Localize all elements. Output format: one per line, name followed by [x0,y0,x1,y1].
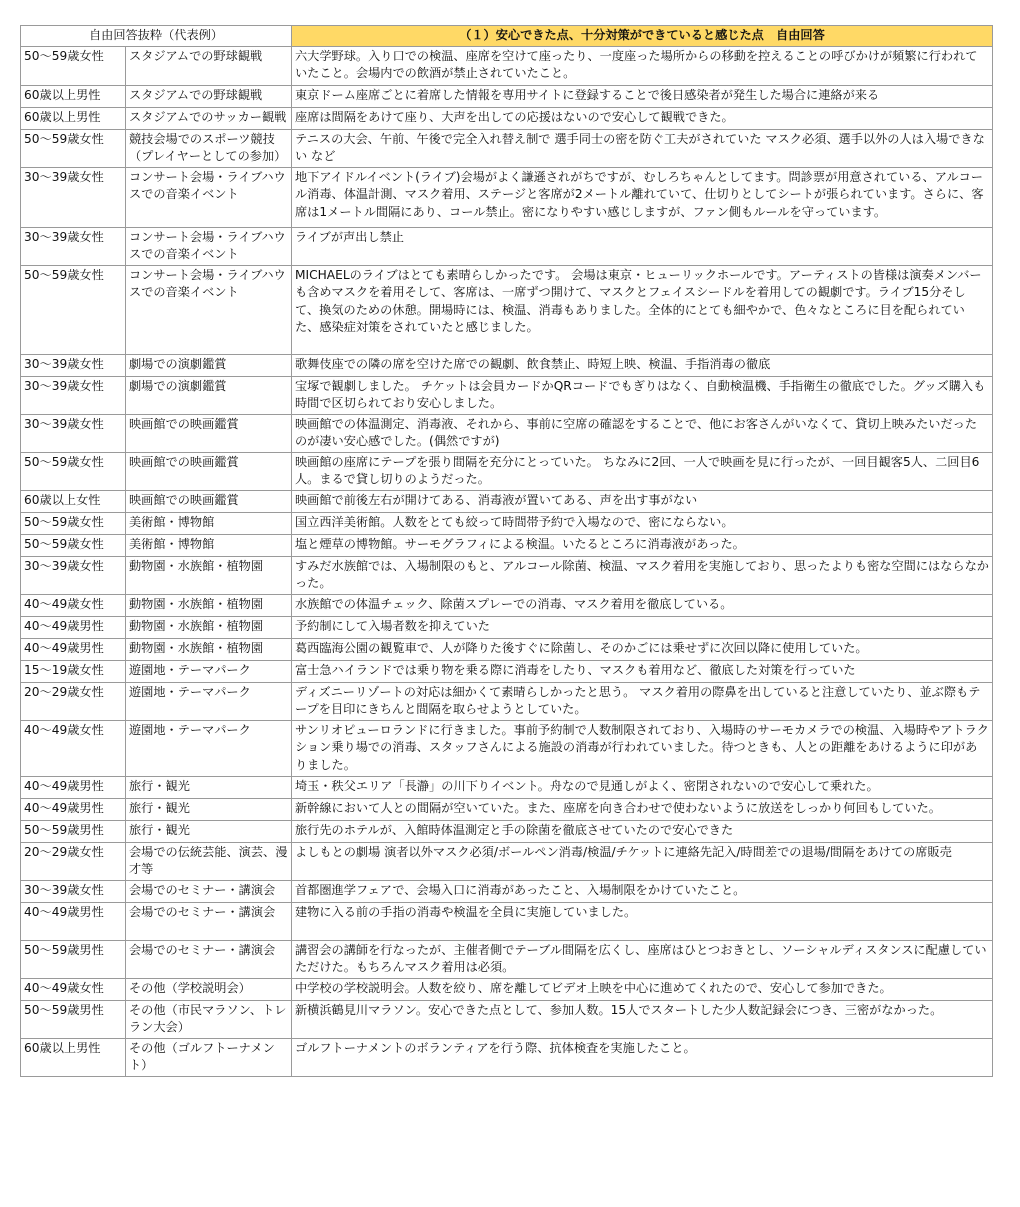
answer-cell: よしもとの劇場 演者以外マスク必須/ボールペン消毒/検温/チケットに連絡先記入/時間差での退場/間隔をあけての席販売 [292,842,993,880]
answer-cell: 地下アイドルイベント(ライブ)会場がよく謙遜されがちですが、むしろちゃんとしてます。問診票が用意されている、アルコール消毒、体温計測、マスク着用、ステージと客席が2メートル離れていて、仕切りとしてシートが張られています。さらに、客席は1メートル間隔にあり、コール禁止。密になりやすい感じしますが、ファン側もルールを守っています。 [292,167,993,227]
category-cell: 遊園地・テーマパーク [126,660,292,682]
answer-cell: 塩と煙草の博物館。サーモグラフィによる検温。いたるところに消毒液があった。 [292,534,993,556]
group-cell: 50～59歳女性 [21,46,126,85]
answer-cell: 首都圏進学フェアで、会場入口に消毒があったこと、入場制限をかけていたこと。 [292,880,993,902]
group-cell: 60歳以上女性 [21,490,126,512]
table-row [21,820,993,842]
answer-cell: 予約制にして入場者数を抑えていた [292,616,993,638]
category-cell: 美術館・博物館 [126,534,292,556]
group-cell: 50～59歳女性 [21,452,126,490]
table-row [21,720,993,776]
table-row [21,512,993,534]
group-cell: 40～49歳男性 [21,638,126,660]
table-row [21,616,993,638]
category-cell: スタジアムでの野球観戦 [126,46,292,85]
header-right: （１）安心できた点、十分対策ができていると感じた点 自由回答 [292,26,993,47]
group-cell: 40～49歳男性 [21,776,126,798]
table-row [21,1038,993,1076]
group-cell: 50～59歳女性 [21,512,126,534]
table-row [21,46,993,85]
group-cell: 60歳以上男性 [21,85,126,107]
table-row [21,880,993,902]
header-row [21,26,993,47]
category-cell: コンサート会場・ライブハウスでの音楽イベント [126,227,292,265]
category-cell: コンサート会場・ライブハウスでの音楽イベント [126,167,292,227]
category-cell: スタジアムでのサッカー観戦 [126,107,292,129]
answer-cell: テニスの大会、午前、午後で完全入れ替え制で 選手同士の密を防ぐ工夫がされていた マスク必須、選手以外の人は入場できない など [292,129,993,167]
table-row [21,490,993,512]
table-row [21,776,993,798]
category-cell: 競技会場でのスポーツ競技（プレイヤーとしての参加） [126,129,292,167]
answer-cell: 埼玉・秩父エリア「長瀞」の川下りイベント。舟なので見通しがよく、密閉されないので安心して乗れた。 [292,776,993,798]
group-cell: 40～49歳男性 [21,798,126,820]
group-cell: 40～49歳男性 [21,902,126,940]
table-row [21,452,993,490]
group-cell: 30～39歳女性 [21,167,126,227]
answer-cell: 新幹線において人との間隔が空いていた。また、座席を向き合わせで使わないように放送をしっかり何回もしていた。 [292,798,993,820]
answer-cell: 中学校の学校説明会。人数を絞り、席を離してビデオ上映を中心に進めてくれたので、安心して参加できた。 [292,978,993,1000]
answer-cell: 建物に入る前の手指の消毒や検温を全員に実施していました。 [292,902,993,940]
group-cell: 30～39歳女性 [21,376,126,414]
group-cell: 40～49歳女性 [21,978,126,1000]
category-cell: コンサート会場・ライブハウスでの音楽イベント [126,265,292,354]
group-cell: 50～59歳男性 [21,1000,126,1038]
group-cell: 50～59歳女性 [21,265,126,354]
group-cell: 60歳以上男性 [21,107,126,129]
answer-cell: 六大学野球。入り口での検温、座席を空けて座ったり、一度座った場所からの移動を控えることの呼びかけが頻繁に行われていたこと。会場内での飲酒が禁止されていたこと。 [292,46,993,85]
answer-cell: 歌舞伎座での隣の席を空けた席での観劇、飲食禁止、時短上映、検温、手指消毒の徹底 [292,354,993,376]
group-cell: 30～39歳女性 [21,880,126,902]
category-cell: 映画館での映画鑑賞 [126,452,292,490]
table-row [21,354,993,376]
category-cell: 動物園・水族館・植物園 [126,616,292,638]
table-row [21,638,993,660]
category-cell: 旅行・観光 [126,820,292,842]
category-cell: 遊園地・テーマパーク [126,720,292,776]
answer-cell: 葛西臨海公園の観覧車で、人が降りた後すぐに除菌し、そのかごには乗せずに次回以降に使用していた。 [292,638,993,660]
category-cell: 映画館での映画鑑賞 [126,490,292,512]
table-row [21,556,993,594]
table-row [21,167,993,227]
table-row [21,376,993,414]
group-cell: 20～29歳女性 [21,682,126,720]
category-cell: 旅行・観光 [126,798,292,820]
table-row [21,414,993,452]
table-body [21,46,993,1076]
survey-table [20,25,993,1077]
answer-cell: すみだ水族館では、入場制限のもと、アルコール除菌、検温、マスク着用を実施しており、思ったよりも密な空間にはならなかった。 [292,556,993,594]
category-cell: 会場での伝統芸能、演芸、漫才等 [126,842,292,880]
header-left: 自由回答抜粋（代表例） [21,26,292,47]
category-cell: 遊園地・テーマパーク [126,682,292,720]
answer-cell: 映画館での体温測定、消毒液、それから、事前に空席の確認をすることで、他にお客さんがいなくて、貸切上映みたいだったのが凄い安心感でした。(偶然ですが) [292,414,993,452]
table-row [21,594,993,616]
group-cell: 30～39歳女性 [21,414,126,452]
category-cell: 会場でのセミナー・講演会 [126,902,292,940]
table-row [21,940,993,978]
group-cell: 40～49歳女性 [21,720,126,776]
category-cell: 劇場での演劇鑑賞 [126,376,292,414]
category-cell: その他（学校説明会） [126,978,292,1000]
table-row [21,682,993,720]
table-row [21,129,993,167]
table-row [21,978,993,1000]
table-row [21,107,993,129]
group-cell: 50～59歳男性 [21,820,126,842]
answer-cell: 水族館での体温チェック、除菌スプレーでの消毒、マスク着用を徹底している。 [292,594,993,616]
category-cell: 動物園・水族館・植物園 [126,594,292,616]
category-cell: 映画館での映画鑑賞 [126,414,292,452]
group-cell: 50～59歳女性 [21,534,126,556]
category-cell: 会場でのセミナー・講演会 [126,880,292,902]
category-cell: 旅行・観光 [126,776,292,798]
group-cell: 60歳以上男性 [21,1038,126,1076]
answer-cell: 東京ドーム座席ごとに着席した情報を専用サイトに登録することで後日感染者が発生した場合に連絡が来る [292,85,993,107]
category-cell: その他（市民マラソン、トレラン大会） [126,1000,292,1038]
category-cell: 動物園・水族館・植物園 [126,556,292,594]
table-row [21,902,993,940]
group-cell: 50～59歳女性 [21,129,126,167]
category-cell: 動物園・水族館・植物園 [126,638,292,660]
answer-cell: 座席は間隔をあけて座り、大声を出しての応援はないので安心して観戦できた。 [292,107,993,129]
group-cell: 30～39歳女性 [21,556,126,594]
table-row [21,534,993,556]
table-row [21,660,993,682]
answer-cell: 新横浜鶴見川マラソン。安心できた点として、参加人数。15人でスタートした少人数記録会につき、三密がなかった。 [292,1000,993,1038]
answer-cell: ゴルフトーナメントのボランティアを行う際、抗体検査を実施したこと。 [292,1038,993,1076]
group-cell: 20～29歳女性 [21,842,126,880]
table-row [21,798,993,820]
answer-cell: 富士急ハイランドでは乗り物を乗る際に消毒をしたり、マスクも着用など、徹底した対策を行っていた [292,660,993,682]
group-cell: 40～49歳女性 [21,594,126,616]
answer-cell: MICHAELのライブはとても素晴らしかったです。 会場は東京・ヒューリックホールです。アーティストの皆様は演奏メンバーも含めマスクを着用そして、客席は、一席ずつ開けて、マスクとフェイスシードルを着用しての観劇です。ライブ15分そして、換気のための休憩。開場時には、検温、消毒もありました。全体的にとても細やかで、色々なところに目を配られていた、感染症対策をされていたと感じました。 [292,265,993,354]
answer-cell: 映画館の座席にテープを張り間隔を充分にとっていた。 ちなみに2回、一人で映画を見に行ったが、一回目観客5人、二回目6人。まるで貸し切りのようだった。 [292,452,993,490]
answer-cell: ライブが声出し禁止 [292,227,993,265]
group-cell: 30～39歳女性 [21,354,126,376]
table-row [21,1000,993,1038]
answer-cell: 旅行先のホテルが、入館時体温測定と手の除菌を徹底させていたので安心できた [292,820,993,842]
answer-cell: ディズニーリゾートの対応は細かくて素晴らしかったと思う。 マスク着用の際鼻を出していると注意していたり、並ぶ際もテープを目印にきちんと間隔を取らせようとしていた。 [292,682,993,720]
table-row [21,842,993,880]
category-cell: 美術館・博物館 [126,512,292,534]
group-cell: 50～59歳男性 [21,940,126,978]
category-cell: 会場でのセミナー・講演会 [126,940,292,978]
category-cell: その他（ゴルフトーナメント） [126,1038,292,1076]
answer-cell: 講習会の講師を行なったが、主催者側でテーブル間隔を広くし、座席はひとつおきとし、ソーシャルディスタンスに配慮していただけた。もちろんマスク着用は必須。 [292,940,993,978]
table-row [21,85,993,107]
table-row [21,265,993,354]
group-cell: 15～19歳女性 [21,660,126,682]
answer-cell: サンリオピューロランドに行きました。事前予約制で人数制限されており、入場時のサーモカメラでの検温、入場時やアトラクション乗り場での消毒、スタッフさんによる施設の消毒が行われていました。待つときも、人との距離をあけるように印がありました。 [292,720,993,776]
table-row [21,227,993,265]
answer-cell: 宝塚で観劇しました。 チケットは会員カードかQRコードでもぎりはなく、自動検温機、手指衛生の徹底でした。グッズ購入も時間で区切られており安心しました。 [292,376,993,414]
group-cell: 30～39歳女性 [21,227,126,265]
group-cell: 40～49歳男性 [21,616,126,638]
category-cell: 劇場での演劇鑑賞 [126,354,292,376]
answer-cell: 国立西洋美術館。人数をとても絞って時間帯予約で入場なので、密にならない。 [292,512,993,534]
answer-cell: 映画館で前後左右が開けてある、消毒液が置いてある、声を出す事がない [292,490,993,512]
category-cell: スタジアムでの野球観戦 [126,85,292,107]
